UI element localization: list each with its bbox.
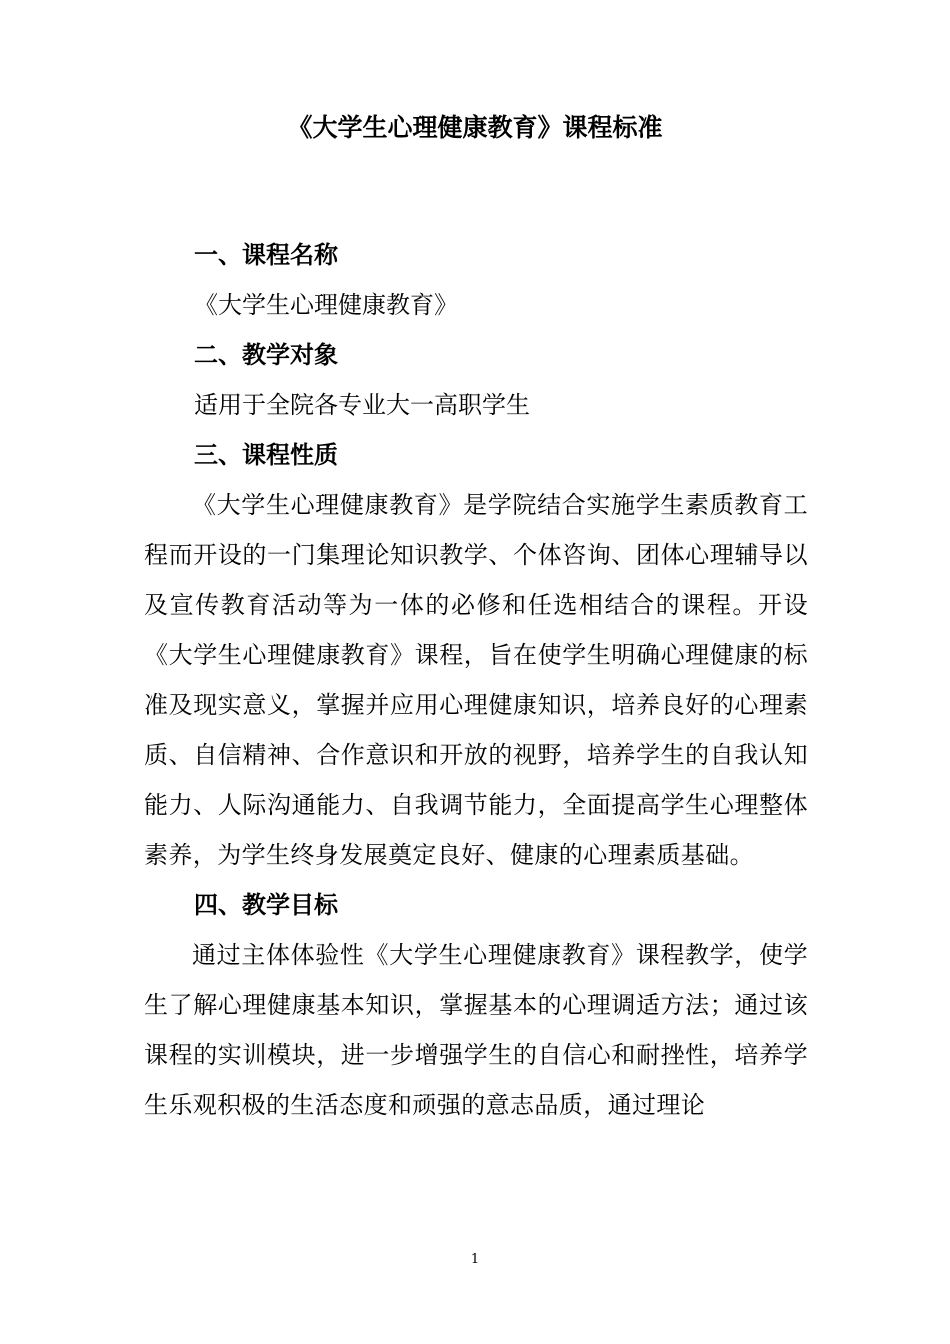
section-heading-teaching-goals: 四、教学目标 <box>194 891 338 919</box>
document-body <box>144 230 808 1130</box>
course-nature-paragraph: 《大学生心理健康教育》是学院结合实施学生素质教育工程而开设的一门集理论知识教学、个体咨询、团体心理辅导以及宣传教育活动等为一体的必修和任选相结合的课程。开设《大学生心理健康教育》课程，旨在使学生明确心理健康的标准及现实意义，掌握并应用心理健康知识，培养良好的心理素质、自信精神、合作意识和开放的视野，培养学生的自我认知能力、人际沟通能力、自我调节能力，全面提高学生心理整体素养，为学生终身发展奠定良好、健康的心理素质基础。 <box>144 491 808 869</box>
course-name-text: 《大学生心理健康教育》 <box>194 291 458 319</box>
document-title: 《大学生心理健康教育》课程标准 <box>287 113 663 142</box>
page-number: 1 <box>470 1252 480 1267</box>
section-heading-target-students: 二、教学对象 <box>194 341 338 369</box>
target-students-text: 适用于全院各专业大一高职学生 <box>194 391 530 419</box>
section-heading-course-nature: 三、课程性质 <box>194 441 338 469</box>
section-heading-course-name: 一、课程名称 <box>194 241 338 269</box>
teaching-goals-paragraph: 通过主体体验性《大学生心理健康教育》课程教学，使学生了解心理健康基本知识，掌握基本的心理调适方法；通过该课程的实训模块，进一步增强学生的自信心和耐挫性，培养学生乐观积极的生活态度和顽强的意志品质，通过理论 <box>144 941 808 1119</box>
